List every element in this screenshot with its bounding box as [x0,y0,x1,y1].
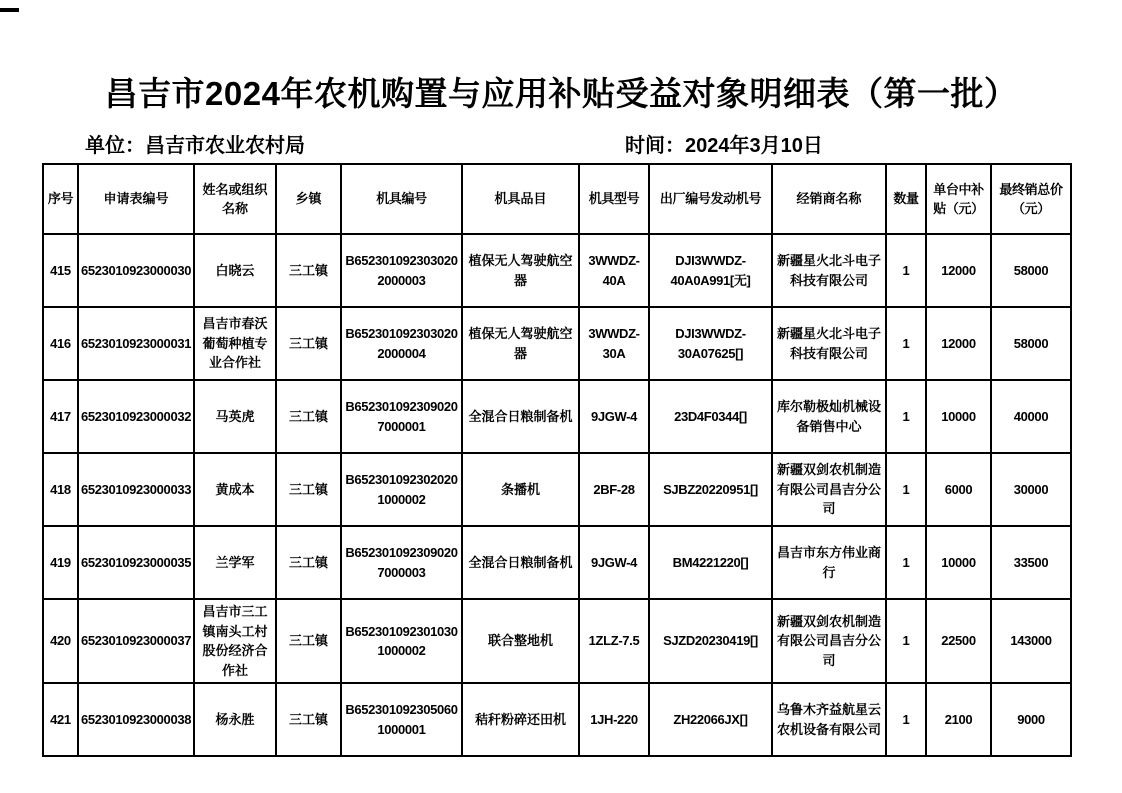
cell-final-total-price: 58000 [991,234,1071,307]
page-title: 昌吉市2024年农机购置与应用补贴受益对象明细表（第一批） [104,75,1018,113]
table-row [43,599,1071,683]
cell-serial: 415 [43,234,78,307]
cell-quantity: 1 [886,599,926,683]
cell-quantity: 1 [886,453,926,526]
subsidy-beneficiary-table [42,163,1072,757]
cell-unit-subsidy: 2100 [926,683,991,756]
cell-application-no: 6523010923000037 [78,599,194,683]
cell-dealer-name: 新疆双剑农机制造有限公司昌吉分公司 [772,453,886,526]
cell-application-no: 6523010923000030 [78,234,194,307]
scan-artifact-mark [0,8,19,12]
cell-factory-engine-no: BM4221220[] [649,526,772,599]
cell-final-total-price: 58000 [991,307,1071,380]
cell-machine-model: 1JH-220 [579,683,649,756]
column-header-quantity: 数量 [886,164,926,234]
column-header-machine-category: 机具品目 [462,164,579,234]
cell-serial: 418 [43,453,78,526]
cell-factory-engine-no: 23D4F0344[] [649,380,772,453]
cell-factory-engine-no: DJI3WWDZ-40A0A991[无] [649,234,772,307]
cell-quantity: 1 [886,307,926,380]
cell-application-no: 6523010923000033 [78,453,194,526]
column-header-application-no: 申请表编号 [78,164,194,234]
cell-unit-subsidy: 22500 [926,599,991,683]
column-header-dealer-name: 经销商名称 [772,164,886,234]
cell-machine-category: 植保无人驾驶航空器 [462,234,579,307]
cell-machine-category: 全混合日粮制备机 [462,380,579,453]
cell-application-no: 6523010923000035 [78,526,194,599]
column-header-machine-model: 机具型号 [579,164,649,234]
cell-township: 三工镇 [276,683,341,756]
cell-unit-subsidy: 12000 [926,234,991,307]
cell-factory-engine-no: SJBZ20220951[] [649,453,772,526]
cell-unit-subsidy: 10000 [926,526,991,599]
cell-name-or-org: 杨永胜 [194,683,276,756]
cell-machine-model: 1ZLZ-7.5 [579,599,649,683]
cell-machine-category: 植保无人驾驶航空器 [462,307,579,380]
cell-serial: 417 [43,380,78,453]
table-header-row [43,164,1071,234]
cell-name-or-org: 马英虎 [194,380,276,453]
cell-township: 三工镇 [276,307,341,380]
meta-row [0,129,1122,157]
cell-dealer-name: 乌鲁木齐益航星云农机设备有限公司 [772,683,886,756]
cell-dealer-name: 库尔勒极灿机械设备销售中心 [772,380,886,453]
cell-name-or-org: 昌吉市春沃葡萄种植专业合作社 [194,307,276,380]
column-header-name-or-org: 姓名或组织名称 [194,164,276,234]
cell-final-total-price: 33500 [991,526,1071,599]
issuing-unit-label: 单位：昌吉市农业农村局 [85,135,305,157]
cell-name-or-org: 兰学军 [194,526,276,599]
cell-machine-no: B6523010923090207000003 [341,526,462,599]
cell-machine-no: B6523010923030202000003 [341,234,462,307]
cell-machine-model: 3WWDZ-30A [579,307,649,380]
table-body [43,234,1071,756]
table-row [43,526,1071,599]
cell-machine-category: 联合整地机 [462,599,579,683]
cell-factory-engine-no: ZH22066JX[] [649,683,772,756]
cell-dealer-name: 新疆星火北斗电子科技有限公司 [772,307,886,380]
table-header [43,164,1071,234]
cell-serial: 419 [43,526,78,599]
cell-quantity: 1 [886,683,926,756]
cell-township: 三工镇 [276,599,341,683]
cell-application-no: 6523010923000038 [78,683,194,756]
cell-factory-engine-no: DJI3WWDZ-30A07625[] [649,307,772,380]
cell-machine-category: 全混合日粮制备机 [462,526,579,599]
cell-application-no: 6523010923000032 [78,380,194,453]
cell-township: 三工镇 [276,234,341,307]
document-date-label: 时间：2024年3月10日 [625,135,823,157]
cell-township: 三工镇 [276,380,341,453]
cell-machine-no: B6523010923010301000002 [341,599,462,683]
cell-machine-model: 3WWDZ-40A [579,234,649,307]
cell-dealer-name: 昌吉市东方伟业商行 [772,526,886,599]
cell-name-or-org: 白晓云 [194,234,276,307]
column-header-final-total-price: 最终销总价（元） [991,164,1071,234]
column-header-township: 乡镇 [276,164,341,234]
cell-unit-subsidy: 12000 [926,307,991,380]
table-row [43,380,1071,453]
cell-final-total-price: 30000 [991,453,1071,526]
cell-machine-category: 秸秆粉碎还田机 [462,683,579,756]
cell-final-total-price: 143000 [991,599,1071,683]
column-header-factory-engine-no: 出厂编号发动机号 [649,164,772,234]
cell-serial: 416 [43,307,78,380]
cell-dealer-name: 新疆星火北斗电子科技有限公司 [772,234,886,307]
cell-quantity: 1 [886,380,926,453]
cell-township: 三工镇 [276,526,341,599]
cell-dealer-name: 新疆双剑农机制造有限公司昌吉分公司 [772,599,886,683]
cell-machine-no: B6523010923050601000001 [341,683,462,756]
cell-unit-subsidy: 10000 [926,380,991,453]
column-header-serial: 序号 [43,164,78,234]
cell-machine-model: 9JGW-4 [579,380,649,453]
table-row [43,307,1071,380]
cell-machine-no: B6523010923020201000002 [341,453,462,526]
column-header-machine-no: 机具编号 [341,164,462,234]
cell-final-total-price: 40000 [991,380,1071,453]
table-row [43,234,1071,307]
cell-machine-no: B6523010923090207000001 [341,380,462,453]
cell-serial: 421 [43,683,78,756]
cell-serial: 420 [43,599,78,683]
cell-township: 三工镇 [276,453,341,526]
cell-name-or-org: 昌吉市三工镇南头工村股份经济合作社 [194,599,276,683]
cell-quantity: 1 [886,234,926,307]
cell-final-total-price: 9000 [991,683,1071,756]
cell-machine-model: 9JGW-4 [579,526,649,599]
cell-name-or-org: 黄成本 [194,453,276,526]
cell-unit-subsidy: 6000 [926,453,991,526]
table-row [43,453,1071,526]
cell-application-no: 6523010923000031 [78,307,194,380]
cell-machine-model: 2BF-28 [579,453,649,526]
cell-machine-no: B6523010923030202000004 [341,307,462,380]
table-row [43,683,1071,756]
cell-factory-engine-no: SJZD20230419[] [649,599,772,683]
cell-machine-category: 条播机 [462,453,579,526]
cell-quantity: 1 [886,526,926,599]
column-header-unit-subsidy: 单台中补贴（元） [926,164,991,234]
